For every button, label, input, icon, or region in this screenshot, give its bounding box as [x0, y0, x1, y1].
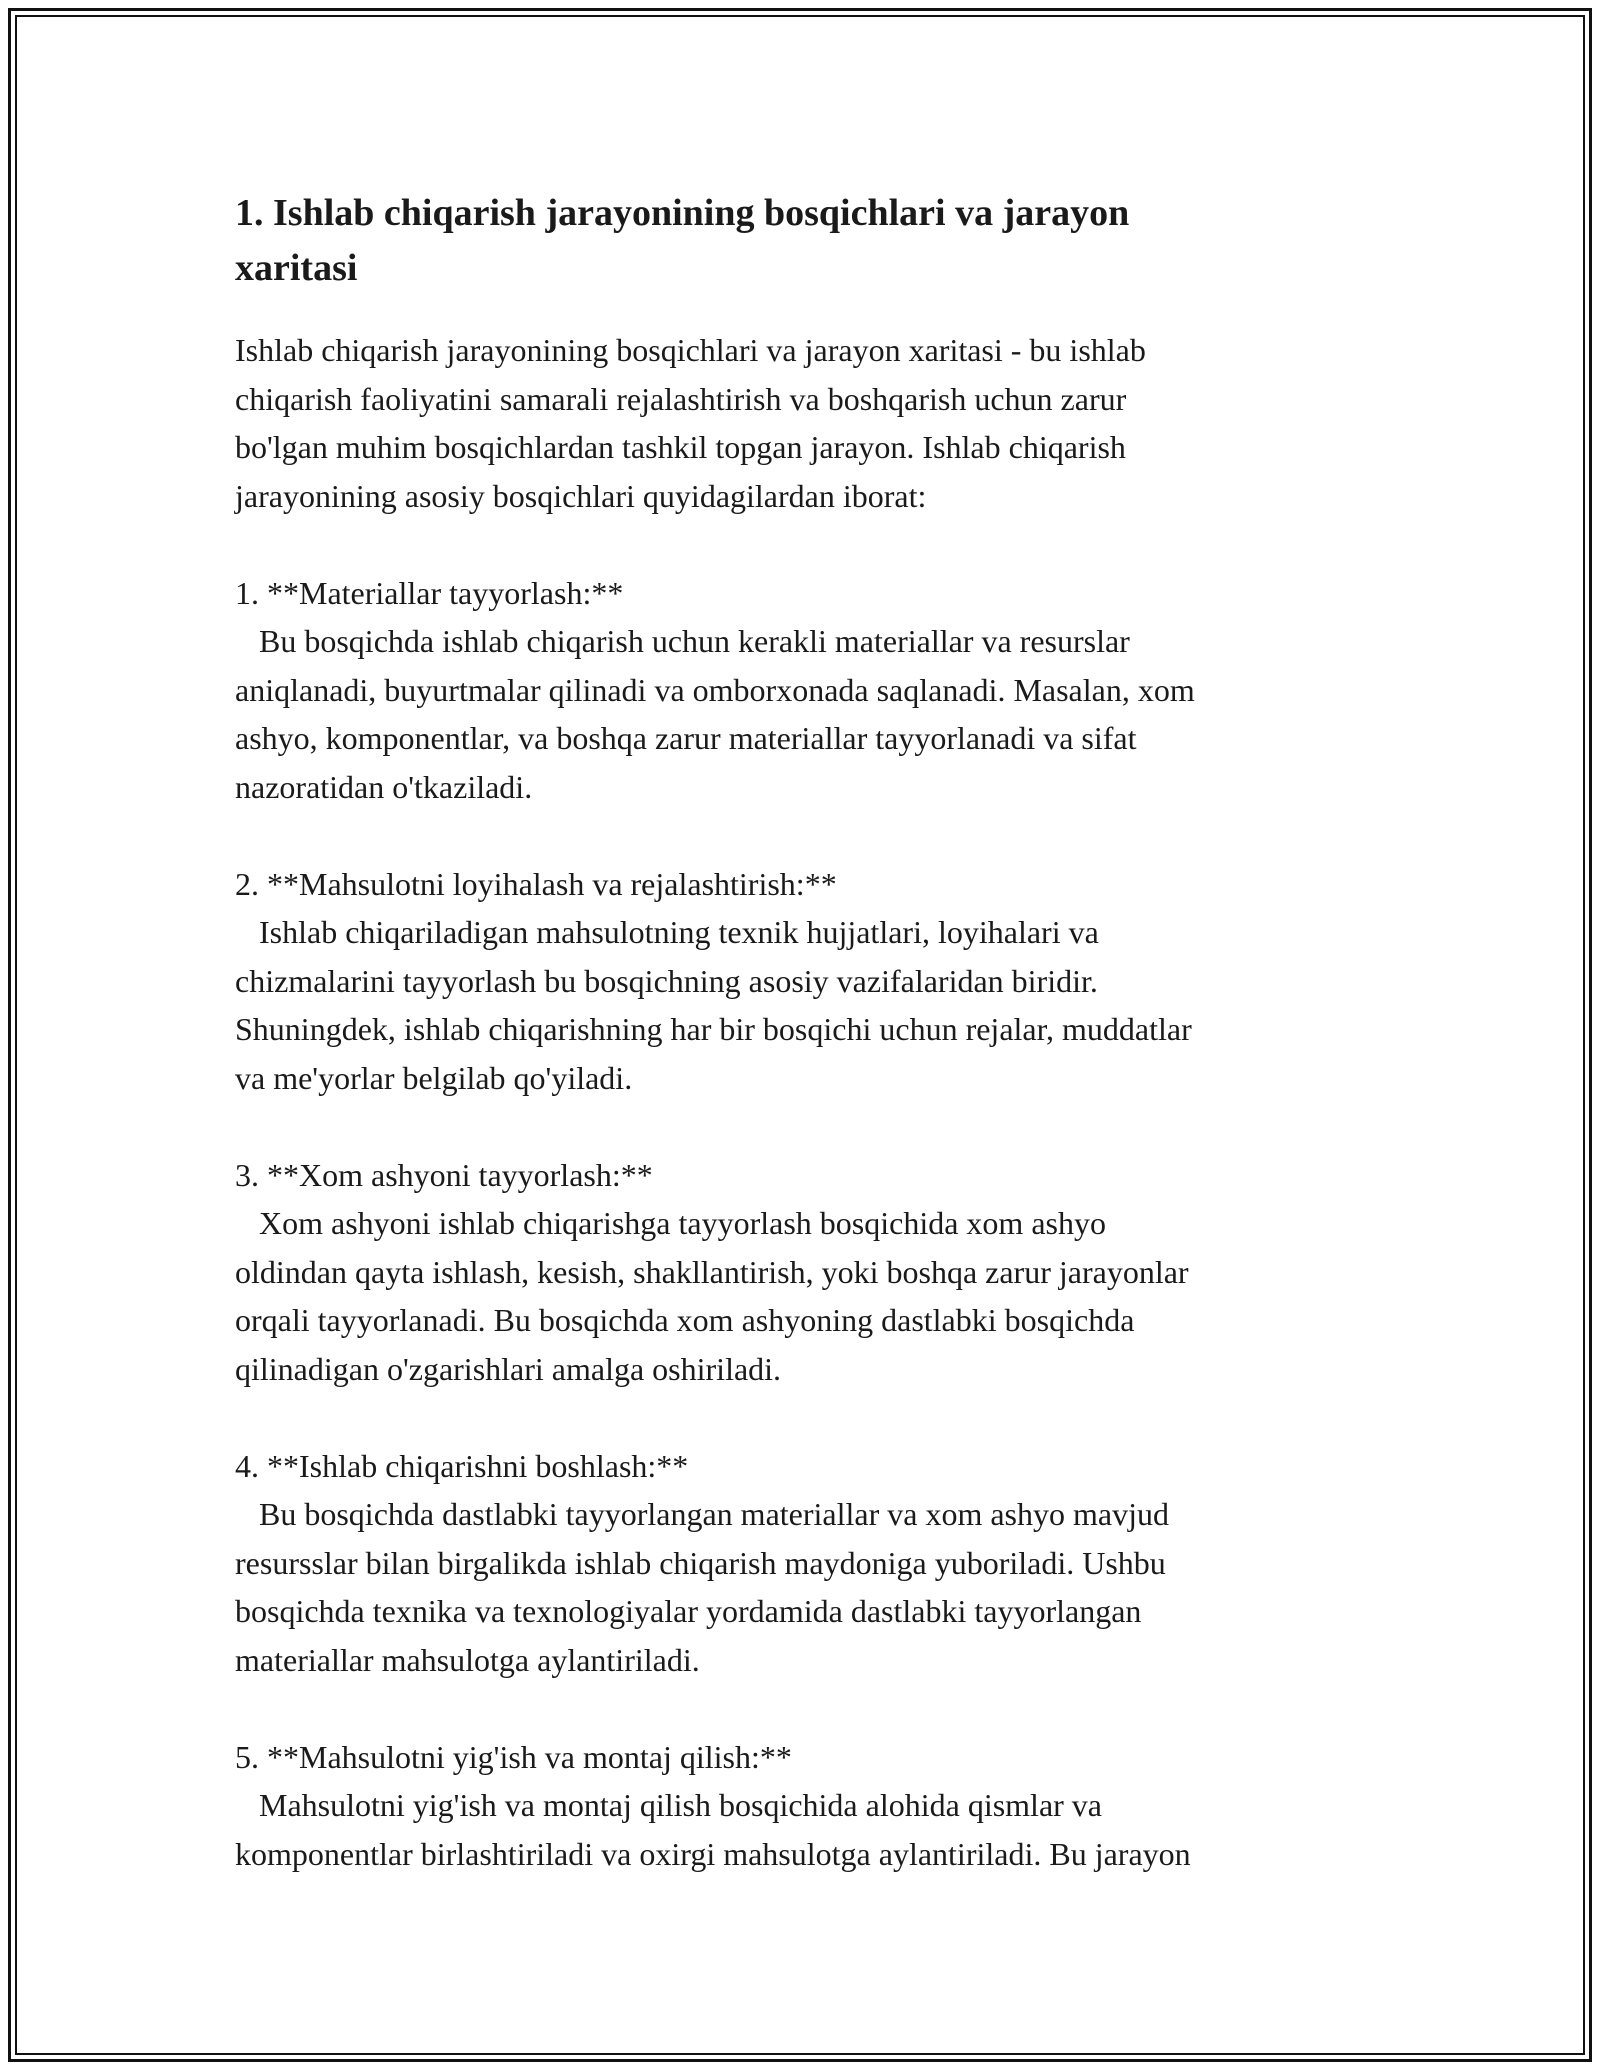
- step-1-text: Bu bosqichda ishlab chiqarish uchun kerakli materiallar va resurslar aniqlanadi, buyurtmalar qilinadi va omborxonada saqlanadi. Masalan, xom ashyo, komponentlar, va boshqa zarur materiallar tayyorlanadi va sifat nazoratidan o'tkaziladi.: [235, 623, 1195, 805]
- step-2-text: Ishlab chiqariladigan mahsulotning texnik hujjatlari, loyihalari va chizmalarini tayyorlash bu bosqichning asosiy vazifalaridan biridir. Shuningdek, ishlab chiqarishning har bir bosqichi uchun rejalar, muddatlar va me'yorlar belgilab qo'yiladi.: [235, 914, 1192, 1096]
- step-1-heading: 1. **Materiallar tayyorlash:**: [235, 574, 624, 611]
- step-2-heading: 2. **Mahsulotni loyihalash va rejalashtirish:**: [235, 865, 837, 902]
- step-5: [235, 1733, 1355, 1879]
- step-2: [235, 860, 1355, 1103]
- step-4: [235, 1442, 1355, 1685]
- paragraph-spacer: [235, 1102, 1355, 1151]
- step-3: [235, 1151, 1355, 1394]
- step-3-text: Xom ashyoni ishlab chiqarishga tayyorlash bosqichida xom ashyo oldindan qayta ishlash, kesish, shakllantirish, yoki boshqa zarur jarayonlar orqali tayyorlanadi. Bu bosqichda xom ashyoning dastlabki bosqichda qilinadigan o'zgarishlari amalga oshiriladi.: [235, 1205, 1189, 1387]
- intro-paragraph: Ishlab chiqarish jarayonining bosqichlari va jarayon xaritasi - bu ishlab chiqarish faoliyatini samarali rejalashtirish va boshqarish uchun zarur bo'lgan muhim bosqichlardan tashkil topgan jarayon. Ishlab chiqarish jarayonining asosiy bosqichlari quyidagilardan iborat:: [235, 332, 1146, 514]
- step-4-heading: 4. **Ishlab chiqarishni boshlash:**: [235, 1447, 689, 1484]
- paragraph-spacer: [235, 1684, 1355, 1733]
- document-body: [235, 186, 1355, 1878]
- paragraph-spacer: [235, 811, 1355, 860]
- step-3-heading: 3. **Xom ashyoni tayyorlash:**: [235, 1156, 653, 1193]
- step-1: [235, 569, 1355, 812]
- step-5-text: Mahsulotni yig'ish va montaj qilish bosqichida alohida qismlar va komponentlar birlashtiriladi va oxirgi mahsulotga aylantiriladi. Bu jarayon: [235, 1787, 1191, 1872]
- document-title: 1. Ishlab chiqarish jarayonining bosqichlari va jarayon xaritasi: [235, 192, 1130, 289]
- step-5-heading: 5. **Mahsulotni yig'ish va montaj qilish:**: [235, 1738, 792, 1775]
- paragraph-spacer: [235, 1393, 1355, 1442]
- step-4-text: Bu bosqichda dastlabki tayyorlangan materiallar va xom ashyo mavjud resursslar bilan birgalikda ishlab chiqarish maydoniga yuboriladi. Ushbu bosqichda texnika va texnologiyalar yordamida dastlabki tayyorlangan materiallar mahsulotga aylantiriladi.: [235, 1496, 1169, 1678]
- paragraph-spacer: [235, 520, 1355, 569]
